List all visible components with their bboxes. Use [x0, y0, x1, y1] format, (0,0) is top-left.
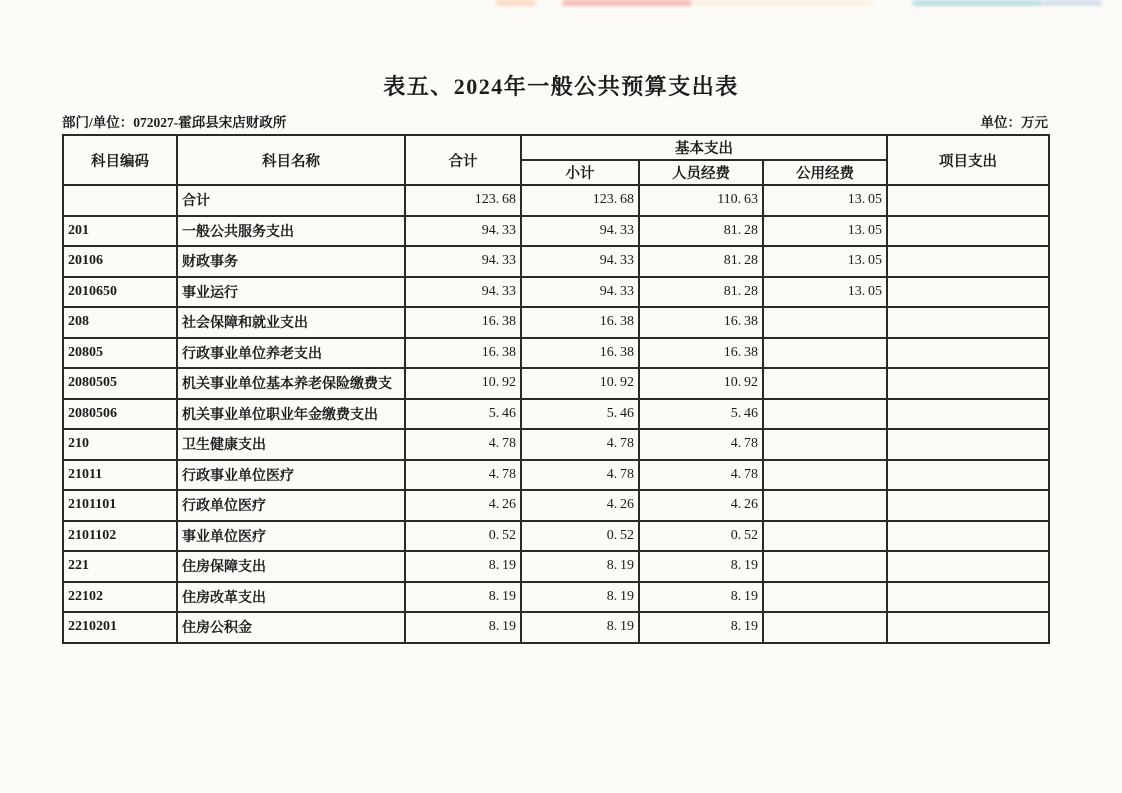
cell-name: 卫生健康支出: [177, 429, 405, 460]
cell-basic-subtotal: 94. 33: [521, 246, 639, 277]
cell-public: [763, 460, 887, 491]
table-body: [63, 185, 1049, 643]
cell-code: 2080506: [63, 399, 177, 430]
cell-personnel: 4. 26: [639, 490, 763, 521]
table-row: [63, 246, 1049, 277]
cell-code: 2101101: [63, 490, 177, 521]
table-header: [63, 135, 1049, 185]
cell-name: 行政事业单位养老支出: [177, 338, 405, 369]
cell-project: [887, 429, 1049, 460]
header-public: 公用经费: [763, 160, 887, 185]
cell-personnel: 81. 28: [639, 246, 763, 277]
cell-code: 22102: [63, 582, 177, 613]
header-basic-group: 基本支出: [521, 135, 887, 160]
cell-code: 208: [63, 307, 177, 338]
cell-basic-subtotal: 16. 38: [521, 338, 639, 369]
cell-name: 财政事务: [177, 246, 405, 277]
cell-name: 行政单位医疗: [177, 490, 405, 521]
cell-personnel: 16. 38: [639, 338, 763, 369]
cell-code: 20106: [63, 246, 177, 277]
cell-name: 机关事业单位职业年金缴费支出: [177, 399, 405, 430]
cell-basic-subtotal: 123. 68: [521, 185, 639, 216]
cell-total: 8. 19: [405, 612, 521, 643]
cell-public: [763, 307, 887, 338]
cell-project: [887, 612, 1049, 643]
cell-name: 事业单位医疗: [177, 521, 405, 552]
header-name: 科目名称: [177, 135, 405, 185]
table-row: [63, 307, 1049, 338]
table-row: [63, 185, 1049, 216]
cell-personnel: 8. 19: [639, 582, 763, 613]
header-personnel: 人员经费: [639, 160, 763, 185]
department-unit-label: 部门/单位：072027-霍邱县宋店财政所: [62, 115, 287, 130]
cell-name: 一般公共服务支出: [177, 216, 405, 247]
cell-project: [887, 246, 1049, 277]
table-row: [63, 521, 1049, 552]
cell-total: 5. 46: [405, 399, 521, 430]
cell-name: 住房改革支出: [177, 582, 405, 613]
cell-public: 13. 05: [763, 246, 887, 277]
cell-project: [887, 368, 1049, 399]
cell-personnel: 8. 19: [639, 612, 763, 643]
cell-personnel: 81. 28: [639, 277, 763, 308]
cell-public: 13. 05: [763, 277, 887, 308]
cell-project: [887, 338, 1049, 369]
cell-basic-subtotal: 16. 38: [521, 307, 639, 338]
table-row: [63, 368, 1049, 399]
cell-code: 221: [63, 551, 177, 582]
page-title: 表五、2024年一般公共预算支出表: [383, 74, 739, 99]
table-row: [63, 216, 1049, 247]
cell-basic-subtotal: 94. 33: [521, 277, 639, 308]
cell-project: [887, 521, 1049, 552]
table-row: [63, 399, 1049, 430]
cell-basic-subtotal: 8. 19: [521, 582, 639, 613]
meta-row: [62, 111, 1048, 131]
cell-public: [763, 582, 887, 613]
table-row: [63, 551, 1049, 582]
cell-name: 事业运行: [177, 277, 405, 308]
cell-code: 2210201: [63, 612, 177, 643]
cell-basic-subtotal: 4. 26: [521, 490, 639, 521]
cell-total: 8. 19: [405, 582, 521, 613]
cell-basic-subtotal: 0. 52: [521, 521, 639, 552]
cell-public: [763, 490, 887, 521]
table-row: [63, 582, 1049, 613]
cell-project: [887, 399, 1049, 430]
cell-total: 123. 68: [405, 185, 521, 216]
cell-public: 13. 05: [763, 185, 887, 216]
cell-personnel: 81. 28: [639, 216, 763, 247]
table-row: [63, 460, 1049, 491]
cell-total: 94. 33: [405, 246, 521, 277]
cell-project: [887, 307, 1049, 338]
cell-public: [763, 399, 887, 430]
cell-total: 94. 33: [405, 277, 521, 308]
cell-public: 13. 05: [763, 216, 887, 247]
table-row: [63, 277, 1049, 308]
cell-basic-subtotal: 94. 33: [521, 216, 639, 247]
cell-personnel: 4. 78: [639, 460, 763, 491]
cell-name: 社会保障和就业支出: [177, 307, 405, 338]
cell-total: 8. 19: [405, 551, 521, 582]
header-total: 合计: [405, 135, 521, 185]
cell-personnel: 16. 38: [639, 307, 763, 338]
header-project: 项目支出: [887, 135, 1049, 185]
cell-public: [763, 521, 887, 552]
cell-basic-subtotal: 8. 19: [521, 551, 639, 582]
cell-basic-subtotal: 10. 92: [521, 368, 639, 399]
header-code: 科目编码: [63, 135, 177, 185]
budget-expenditure-table: [62, 134, 1050, 644]
cell-basic-subtotal: 4. 78: [521, 429, 639, 460]
cell-total: 94. 33: [405, 216, 521, 247]
cell-total: 16. 38: [405, 307, 521, 338]
cell-name: 合计: [177, 185, 405, 216]
cell-total: 10. 92: [405, 368, 521, 399]
cell-total: 4. 26: [405, 490, 521, 521]
cell-name: 住房保障支出: [177, 551, 405, 582]
cell-total: 4. 78: [405, 429, 521, 460]
cell-project: [887, 490, 1049, 521]
cell-personnel: 10. 92: [639, 368, 763, 399]
cell-code: 201: [63, 216, 177, 247]
cell-public: [763, 551, 887, 582]
cell-code: 2010650: [63, 277, 177, 308]
cell-basic-subtotal: 5. 46: [521, 399, 639, 430]
cell-project: [887, 185, 1049, 216]
cell-project: [887, 277, 1049, 308]
table-row: [63, 338, 1049, 369]
cell-code: 210: [63, 429, 177, 460]
cell-basic-subtotal: 8. 19: [521, 612, 639, 643]
cell-personnel: 5. 46: [639, 399, 763, 430]
cell-public: [763, 368, 887, 399]
cell-name: 住房公积金: [177, 612, 405, 643]
cell-personnel: 4. 78: [639, 429, 763, 460]
cell-public: [763, 338, 887, 369]
cell-personnel: 0. 52: [639, 521, 763, 552]
cell-code: [63, 185, 177, 216]
cell-name: 行政事业单位医疗: [177, 460, 405, 491]
cell-personnel: 8. 19: [639, 551, 763, 582]
cell-code: 2101102: [63, 521, 177, 552]
cell-project: [887, 551, 1049, 582]
cell-project: [887, 216, 1049, 247]
cell-personnel: 110. 63: [639, 185, 763, 216]
table-row: [63, 429, 1049, 460]
cell-code: 21011: [63, 460, 177, 491]
cell-project: [887, 582, 1049, 613]
cell-project: [887, 460, 1049, 491]
cell-code: 20805: [63, 338, 177, 369]
cell-basic-subtotal: 4. 78: [521, 460, 639, 491]
cell-total: 0. 52: [405, 521, 521, 552]
table-row: [63, 612, 1049, 643]
table-row: [63, 490, 1049, 521]
cell-total: 16. 38: [405, 338, 521, 369]
cell-public: [763, 612, 887, 643]
currency-unit-label: 单位：万元: [980, 115, 1048, 130]
header-basic-subtotal: 小计: [521, 160, 639, 185]
cell-name: 机关事业单位基本养老保险缴费支: [177, 368, 405, 399]
cell-public: [763, 429, 887, 460]
cell-code: 2080505: [63, 368, 177, 399]
cell-total: 4. 78: [405, 460, 521, 491]
